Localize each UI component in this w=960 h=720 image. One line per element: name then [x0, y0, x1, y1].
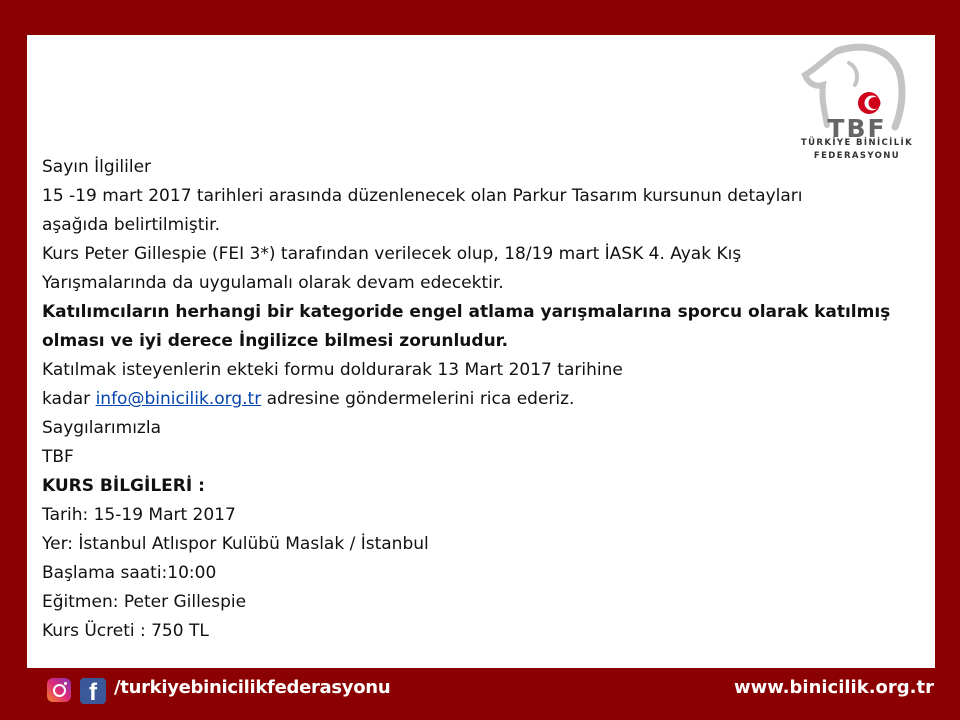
document-card: [27, 35, 935, 668]
course-fee: Kurs Ücreti : 750 TL: [42, 621, 209, 641]
requirement-line-1: Katılımcıların herhangi bir kategoride engel atlama yarışmalarına sporcu olarak katılmış: [42, 302, 891, 322]
footer-bar: [0, 668, 960, 720]
facebook-icon[interactable]: f: [80, 678, 106, 704]
instagram-icon[interactable]: [47, 678, 71, 702]
letter-body: [42, 153, 922, 646]
website-link[interactable]: www.binicilik.org.tr: [733, 677, 934, 698]
logo-letters: TBF: [827, 114, 887, 141]
paragraph-3-prefix: kadar: [42, 389, 96, 409]
course-start-time: Başlama saati:10:00: [42, 563, 217, 583]
greeting: Sayın İlgililer: [42, 157, 152, 177]
paragraph-3-line-2: [42, 385, 922, 414]
logo-name-line1: TÜRKİYE BİNİCİLİK: [800, 138, 914, 148]
email-link[interactable]: info@binicilik.org.tr: [95, 389, 262, 409]
signature: TBF: [42, 447, 74, 467]
paragraph-3-line-1: Katılmak isteyenlerin ekteki formu doldurarak 13 Mart 2017 tarihine: [42, 360, 623, 380]
course-place: Yer: İstanbul Atlıspor Kulübü Maslak / İstanbul: [42, 534, 429, 554]
horse-head-icon: [797, 41, 917, 141]
paragraph-2-line-1: Kurs Peter Gillespie (FEI 3*) tarafından verilecek olup, 18/19 mart İASK 4. Ayak Kış: [42, 244, 742, 264]
social-handle[interactable]: /turkiyebinicilikfederasyonu: [114, 677, 391, 698]
paragraph-2-line-2: Yarışmalarında da uygulamalı olarak devam edecektir.: [42, 273, 504, 293]
course-info-heading: KURS BİLGİLERİ :: [42, 476, 205, 496]
paragraph-1-line-1: 15 -19 mart 2017 tarihleri arasında düzenlenecek olan Parkur Tasarım kursunun detayları: [42, 186, 803, 206]
course-trainer: Eğitmen: Peter Gillespie: [42, 592, 247, 612]
requirement-line-2: olması ve iyi derece İngilizce bilmesi zorunludur.: [42, 331, 509, 351]
closing: Saygılarımızla: [42, 418, 161, 438]
logo-name-line2: FEDERASYONU: [813, 151, 901, 161]
paragraph-3-suffix: adresine göndermelerini rica ederiz.: [261, 389, 575, 409]
paragraph-1-line-2: aşağıda belirtilmiştir.: [42, 215, 220, 235]
course-date: Tarih: 15-19 Mart 2017: [42, 505, 236, 525]
